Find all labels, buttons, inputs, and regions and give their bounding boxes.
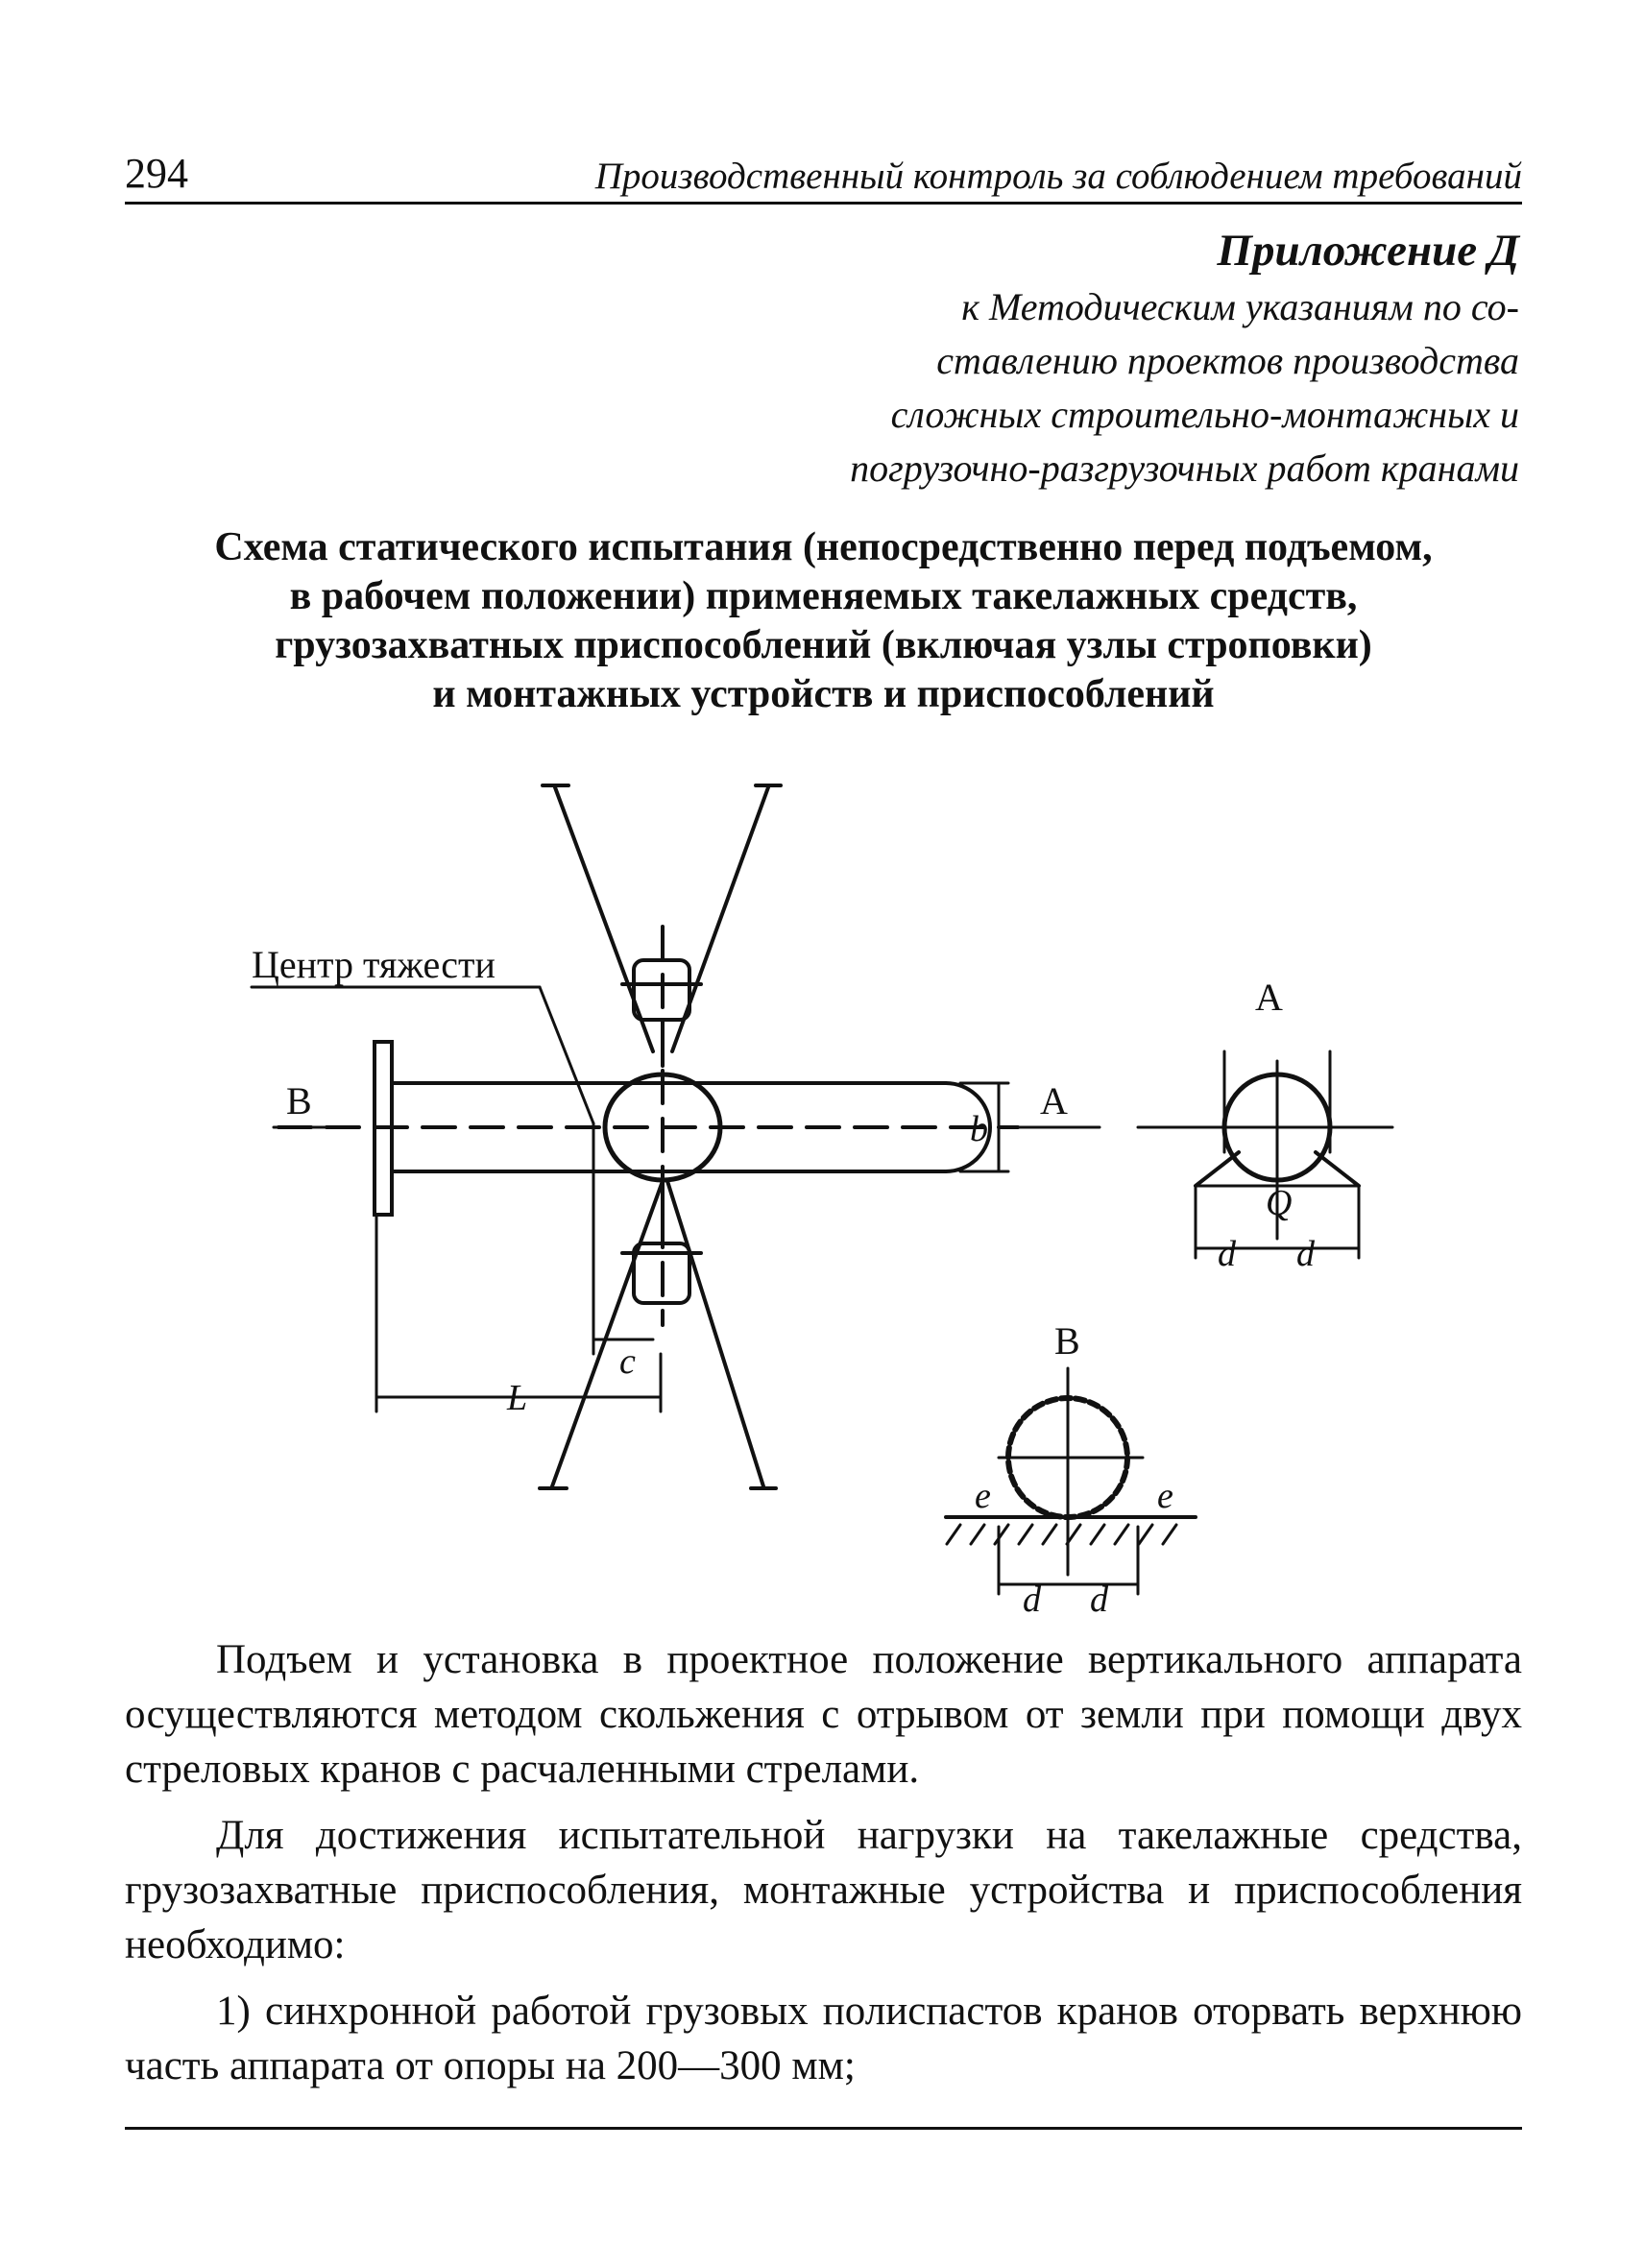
dimension-d-label: d — [1023, 1580, 1041, 1620]
section-label-B: В — [286, 1079, 312, 1122]
dimension-L-label: L — [507, 1378, 528, 1418]
dimension-d-label: d — [1090, 1580, 1108, 1620]
paragraph: Для достижения испытательной нагрузки на такелажные средства, грузозахватные приспособления, монтажные устройства и приспособления необходимо: — [125, 1813, 1522, 1967]
hook-block-upper — [622, 960, 701, 1066]
page-number: 294 — [125, 150, 188, 197]
scheme-title-line: Схема статического испытания (непосредственно перед подъемом, — [214, 525, 1433, 569]
footer-rule — [125, 2127, 1522, 2130]
section-view-A — [1138, 1051, 1392, 1258]
view-B-title: В — [1054, 1319, 1080, 1363]
paragraph: Подъем и установка в проектное положение вертикального аппарата осуществляются методом скольжения с отрывом от земли при помощи двух стреловых кранов с расчаленными стрелами. — [125, 1637, 1522, 1792]
hook-block-lower — [622, 1200, 701, 1303]
running-title: Производственный контроль за соблюдением требований — [594, 156, 1522, 197]
axis-lines — [278, 927, 1018, 1325]
appendix-line: погрузочно-разгрузочных работ кранами — [850, 446, 1519, 490]
scheme-title-line: грузозахватных приспособлений (включая узлы строповки) — [275, 623, 1372, 667]
dimension-e-label: e — [1157, 1476, 1173, 1516]
body-text — [125, 1632, 1522, 2105]
dimension-b-label: b — [970, 1109, 988, 1149]
vessel-body — [375, 1042, 990, 1215]
dimension-e-label: e — [975, 1476, 991, 1516]
scheme-title — [125, 523, 1522, 719]
view-A-title: А — [1255, 976, 1283, 1019]
appendix-line: ставлению проектов производства — [936, 339, 1519, 382]
cg-leader — [252, 987, 593, 1354]
dimension-d-label: d — [1296, 1234, 1315, 1274]
appendix-line: сложных строительно-монтажных и — [890, 393, 1519, 436]
crane-slings — [540, 785, 781, 1488]
section-label-A: А — [1040, 1079, 1068, 1122]
scheme-title-line: и монтажных устройств и приспособлений — [432, 672, 1215, 716]
dimension-b — [960, 1083, 1008, 1171]
dimension-L — [376, 1215, 661, 1411]
paragraph: 1) синхронной работой грузовых полиспастов кранов оторвать верхнюю часть аппарата от опоры на 200—300 мм; — [125, 1989, 1522, 2088]
appendix-title: Приложение Д — [1217, 226, 1519, 276]
load-Q-label: Q — [1266, 1183, 1293, 1223]
section-view-B — [946, 1368, 1196, 1594]
center-of-gravity-label: Центр тяжести — [252, 943, 496, 986]
appendix-note — [655, 221, 1519, 495]
dimension-c-label: c — [619, 1341, 636, 1382]
dimension-d-label: d — [1218, 1234, 1236, 1274]
page-header — [125, 144, 1522, 205]
appendix-line: к Методическим указаниям по со- — [961, 285, 1519, 328]
scheme-title-line: в рабочем положении) применяемых такелажных средств, — [289, 574, 1358, 618]
